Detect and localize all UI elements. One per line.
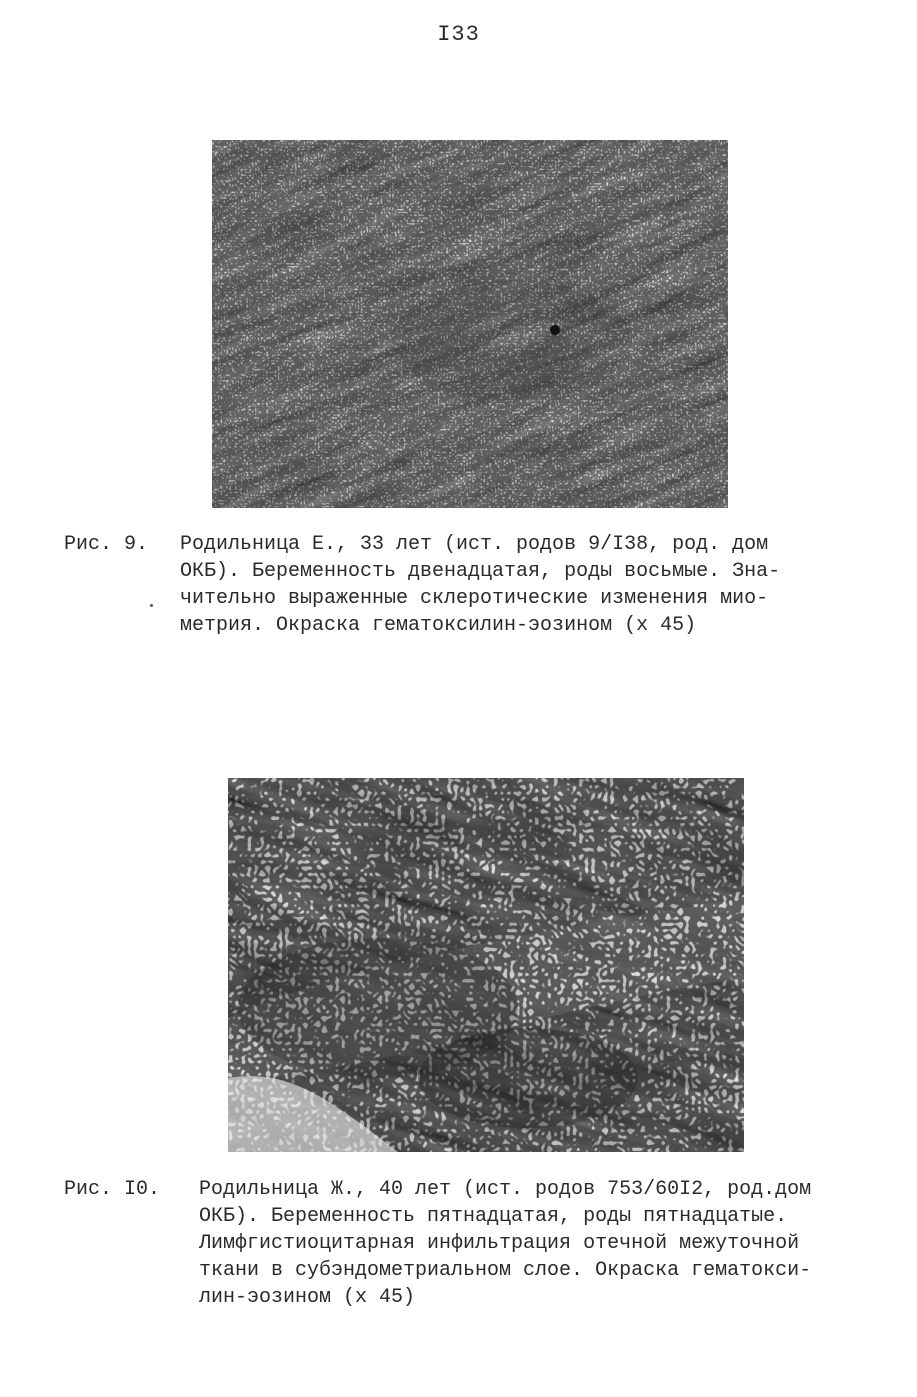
figure-9-caption xyxy=(64,531,844,651)
micrograph-figure-10 xyxy=(228,778,744,1152)
micrograph-10-image xyxy=(228,778,744,1152)
figure-9-text: Родильница Е., 33 лет (ист. родов 9/I38, род. дом ОКБ). Беременность двенадцатая, роды восьмые. Зна- чительно выраженные склеротические изменения мио- метрия. Окраска гематоксилин-эозином (х 45) xyxy=(180,533,781,637)
figure-9-label: Рис. 9. xyxy=(64,533,149,556)
page-number: I33 xyxy=(437,22,480,47)
figure-10-caption xyxy=(64,1176,864,1336)
micrograph-figure-9 xyxy=(212,140,728,508)
stray-mark xyxy=(150,604,153,607)
figure-10-label: Рис. I0. xyxy=(64,1178,161,1201)
figure-10-text: Родильница Ж., 40 лет (ист. родов 753/60I2, род.дом ОКБ). Беременность пятнадцатая, роды пятнадцатые. Лимфгистиоцитарная инфильтрация отечной межуточной ткани в субэндометриальном слое. Окраска гематокси- лин-эозином (х 45) xyxy=(199,1178,812,1309)
micrograph-9-image xyxy=(212,140,728,508)
